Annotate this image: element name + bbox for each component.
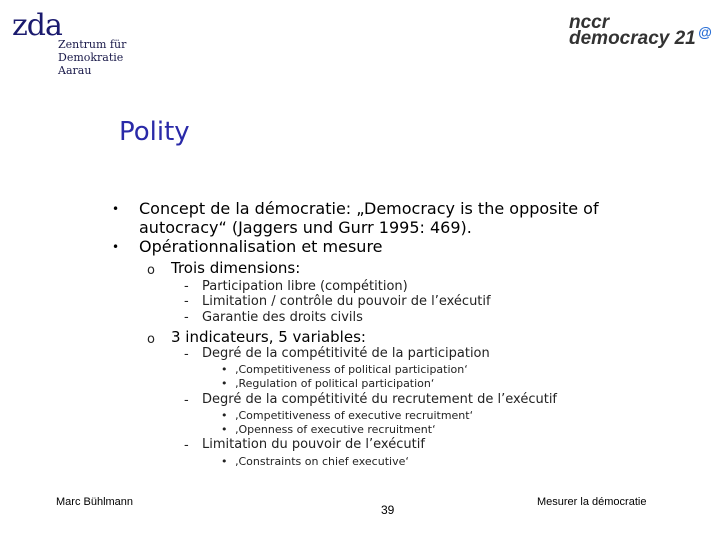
dash-item-text: Degré de la compétitivité de la participation	[202, 346, 490, 361]
zda-logo-line-2: Demokratie	[58, 51, 124, 64]
dash-item-text: Limitation / contrôle du pouvoir de l’exécutif	[202, 294, 491, 309]
dash-marker: -	[184, 393, 189, 408]
nccr-logo-bottom: democracy 21	[569, 28, 696, 49]
footer-author: Marc Bühlmann	[56, 496, 134, 508]
sub-bullet-marker: o	[147, 332, 155, 347]
dot-item-text: ‚Constraints on chief executive‘	[235, 455, 409, 468]
dash-marker: -	[184, 347, 189, 362]
dot-item-text: ‚Regulation of political participation‘	[235, 377, 435, 390]
dot-item-text: ‚Competitiveness of political participation‘	[235, 363, 468, 376]
dot-marker: •	[221, 455, 228, 468]
dot-item-text: ‚Openness of executive recruitment‘	[235, 423, 436, 436]
dot-marker: •	[221, 409, 228, 422]
dash-marker: -	[184, 310, 189, 325]
sub-bullet-text: 3 indicateurs, 5 variables:	[171, 328, 366, 346]
bullet-marker: •	[112, 202, 120, 216]
zda-logo-line-1: Zentrum für	[58, 38, 127, 51]
dash-marker: -	[184, 438, 189, 453]
bullet-text-line: Concept de la démocratie: „Democracy is the opposite of	[139, 199, 599, 218]
bullet-marker: •	[112, 240, 120, 254]
dash-marker: -	[184, 279, 189, 294]
bullet-text-line: autocracy“ (Jaggers und Gurr 1995: 469).	[139, 218, 472, 237]
zda-logo-mark: zda	[12, 8, 62, 43]
dash-item-text: Limitation du pouvoir de l’exécutif	[202, 437, 425, 452]
dash-marker: -	[184, 294, 189, 309]
dot-item-text: ‚Competitiveness of executive recruitment‘	[235, 409, 474, 422]
dash-item-text: Garantie des droits civils	[202, 310, 363, 325]
dash-item-text: Participation libre (compétition)	[202, 279, 408, 294]
zda-logo-line-3: Aarau	[58, 64, 92, 77]
nccr-logo-top: nccr	[569, 12, 610, 33]
sub-bullet-marker: o	[147, 263, 155, 278]
dot-marker: •	[221, 377, 228, 390]
sub-bullet-text: Trois dimensions:	[171, 259, 301, 277]
dot-marker: •	[221, 423, 228, 436]
bullet-text: Opérationnalisation et mesure	[139, 237, 383, 256]
footer-page-number: 39	[381, 503, 395, 517]
dash-item-text: Degré de la compétitivité du recrutement de l’exécutif	[202, 392, 558, 407]
nccr-logo-symbol: @	[698, 24, 712, 40]
dot-marker: •	[221, 363, 228, 376]
footer-topic: Mesurer la démocratie	[537, 496, 647, 508]
slide-title: Polity	[119, 117, 190, 147]
